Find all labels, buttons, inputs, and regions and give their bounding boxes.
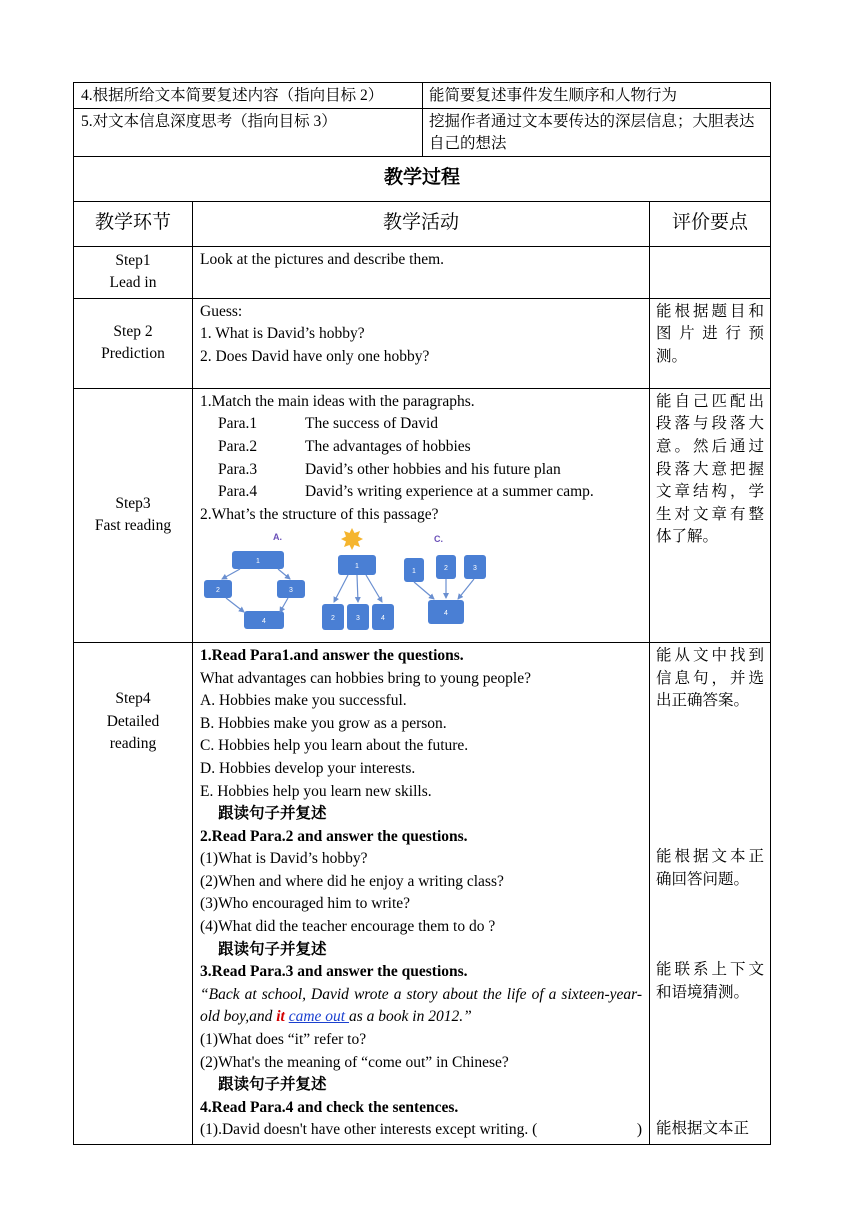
part1-title: 1.Read Para1.and answer the questions.	[200, 646, 464, 664]
part3-title: 3.Read Para.3 and answer the questions.	[200, 963, 468, 981]
para-match-row	[200, 413, 642, 436]
step3-evaluation: 能自己匹配出段落与段落大意。然后通过段落大意把握文章结构，学生对文章有整体了解。	[650, 388, 771, 642]
step2-stage	[74, 298, 193, 388]
objective-activity: 5.对文本信息深度思考（指向目标 3）	[74, 108, 423, 156]
step1-label: Step1	[115, 251, 151, 269]
objective-activity: 4.根据所给文本简要复述内容（指向目标 2）	[74, 83, 423, 109]
question: (2)When and where did he enjoy a writing class?	[200, 872, 504, 890]
step2-line: 1. What is David’s hobby?	[200, 325, 365, 343]
objective-row	[74, 108, 771, 156]
para-idea: The success of David	[305, 415, 438, 433]
part2-title: 2.Read Para.2 and answer the questions.	[200, 827, 468, 845]
para-match-row	[200, 459, 642, 482]
quote-text: “Back at school, David wrote a story about the life of a sixteen-year-old boy,and	[200, 985, 643, 1026]
box-number: 4	[262, 618, 266, 626]
box-number: 1	[355, 563, 359, 571]
step4-eval-2: 能根据文本正确回答问题。	[656, 847, 765, 888]
objective-row	[74, 83, 771, 109]
box-number: 3	[356, 615, 360, 623]
option: E. Hobbies help you learn new skills.	[200, 782, 432, 800]
step2-line: Guess:	[200, 302, 243, 320]
diagram-b	[322, 528, 394, 630]
part3-quote	[200, 984, 642, 1029]
step2-evaluation: 能根据题目和图片进行预测。	[650, 298, 771, 388]
header-row	[74, 201, 771, 246]
diagram-a-label: A.	[273, 532, 282, 543]
step4-eval-1: 能从文中找到信息句，并选出正确答案。	[656, 646, 765, 710]
step1-stage	[74, 246, 193, 298]
step3-task1: 1.Match the main ideas with the paragraphs.	[200, 392, 475, 410]
diagram-a	[204, 532, 305, 629]
step4-stage	[74, 642, 193, 1144]
box-number: 2	[444, 565, 448, 573]
follow-read-label: 跟读句子并复述	[218, 805, 327, 823]
option: D. Hobbies develop your interests.	[200, 759, 416, 777]
box-number: 3	[289, 587, 293, 595]
check-sentence	[200, 1119, 642, 1142]
objective-goal: 挖掘作者通过文本要传达的深层信息；大胆表达自己的想法	[423, 108, 771, 156]
quote-link[interactable]: came out	[288, 1008, 349, 1026]
step3-label: Step3	[115, 494, 151, 512]
step1-row	[74, 246, 771, 298]
structure-diagrams	[200, 528, 500, 634]
step4-name-2: reading	[109, 735, 157, 753]
question: (1)What is David’s hobby?	[200, 850, 368, 868]
step4-evaluation	[650, 642, 771, 1144]
diagram-c	[404, 534, 486, 624]
step4-eval-4: 能根据文本正	[656, 1119, 750, 1137]
para-match-row	[200, 436, 642, 459]
step4-label: Step4	[115, 689, 151, 707]
para-idea: The advantages of hobbies	[305, 437, 471, 455]
step2-name: Prediction	[101, 345, 165, 363]
header-stage: 教学环节	[74, 201, 193, 246]
para-idea: David’s other hobbies and his future plan	[305, 460, 561, 478]
star-icon	[341, 528, 363, 550]
box-number: 4	[444, 610, 448, 618]
box-number: 1	[412, 568, 416, 576]
part1-question: What advantages can hobbies bring to young people?	[200, 669, 531, 687]
follow-read-label: 跟读句子并复述	[218, 1076, 327, 1094]
step4-name: Detailed	[106, 712, 160, 730]
step1-activity: Look at the pictures and describe them.	[193, 246, 650, 298]
step2-line: 2. Does David have only one hobby?	[200, 347, 430, 365]
step2-label: Step 2	[113, 322, 153, 340]
process-title: 教学过程	[74, 156, 771, 201]
step1-evaluation	[650, 246, 771, 298]
option: C. Hobbies help you learn about the future.	[200, 737, 469, 755]
para-match-row	[200, 481, 642, 504]
para-label: Para.1	[218, 415, 258, 433]
step4-activity	[193, 642, 650, 1144]
step3-task2: 2.What’s the structure of this passage?	[200, 505, 439, 523]
step4-row	[74, 642, 771, 1144]
para-label: Para.3	[218, 460, 258, 478]
step3-activity	[193, 388, 650, 642]
para-idea: David’s writing experience at a summer camp.	[305, 483, 594, 501]
step2-row	[74, 298, 771, 388]
box-number: 4	[381, 615, 385, 623]
para-label: Para.4	[218, 483, 258, 501]
step3-row	[74, 388, 771, 642]
check-sentence-text: (1).David doesn't have other interests except writing. (	[200, 1121, 538, 1139]
option: A. Hobbies make you successful.	[200, 692, 407, 710]
objective-goal: 能简要复述事件发生顺序和人物行为	[423, 83, 771, 109]
question: (3)Who encouraged him to write?	[200, 895, 411, 913]
step3-stage	[74, 388, 193, 642]
diagram-c-label: C.	[434, 534, 443, 545]
step1-name: Lead in	[109, 274, 157, 292]
question: (4)What did the teacher encourage them to do ?	[200, 918, 496, 936]
header-activity: 教学活动	[193, 201, 650, 246]
check-close: )	[636, 1121, 643, 1139]
step2-activity	[193, 298, 650, 388]
box-number: 3	[473, 565, 477, 573]
lesson-table	[73, 82, 771, 1145]
box-number: 2	[331, 615, 335, 623]
box-number: 2	[216, 587, 220, 595]
question: (2)What's the meaning of “come out” in Chinese?	[200, 1053, 509, 1071]
step4-eval-3: 能联系上下文和语境猜测。	[656, 960, 765, 1001]
box-number: 1	[256, 558, 260, 566]
quote-it: it	[276, 1008, 285, 1026]
step3-name: Fast reading	[94, 517, 172, 535]
header-evaluation: 评价要点	[650, 201, 771, 246]
option: B. Hobbies make you grow as a person.	[200, 714, 447, 732]
quote-text: as a book in 2012.”	[348, 1008, 472, 1026]
para-label: Para.2	[218, 437, 258, 455]
question: (1)What does “it” refer to?	[200, 1031, 367, 1049]
follow-read-label: 跟读句子并复述	[218, 940, 327, 958]
part4-title: 4.Read Para.4 and check the sentences.	[200, 1098, 459, 1116]
lesson-plan	[73, 82, 770, 1145]
